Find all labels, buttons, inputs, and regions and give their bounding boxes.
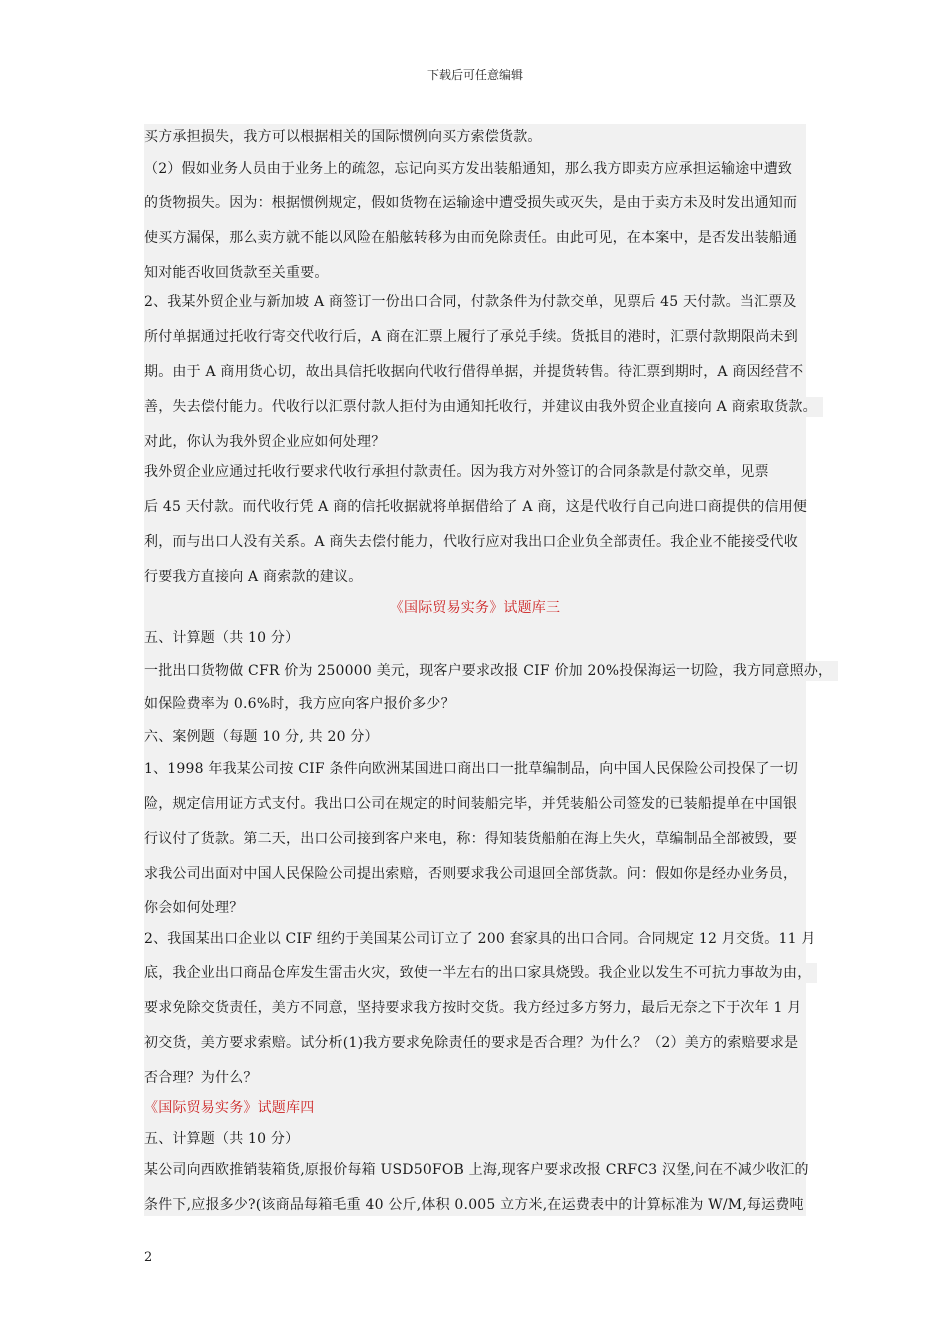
section-label: 六、案例题（每题 10 分, 共 20 分） [144,729,379,745]
text-line: 1、1998 年我某公司按 CIF 条件向欧洲某国进口商出口一批草编制品，向中国人民保险公司投保了一切 [144,761,799,777]
section-label: 五、计算题（共 10 分） [144,1131,300,1147]
text-line: 2、我某外贸企业与新加坡 A 商签订一份出口合同，付款条件为付款交单，见票后 45 天付款。当汇票及 [144,294,797,310]
text-line: 知对能否收回货款至关重要。 [144,265,329,281]
text-line: （2）假如业务人员由于业务上的疏忽，忘记向买方发出装船通知，那么我方即卖方应承担运输途中遭致 [144,161,793,177]
text-line: 否合理？为什么？ [144,1070,258,1086]
text-line: 使买方漏保，那么卖方就不能以风险在船舷转移为由而免除责任。由此可见，在本案中，是否发出装船通 [144,230,798,246]
text-line: 善，失去偿付能力。代收行以汇票付款人拒付为由通知托收行，并建议由我外贸企业直接向 A 商索取货款。 [144,397,823,417]
text-line: 利，而与出口人没有关系。A 商失去偿付能力，代收行应对我出口企业负全部责任。我企业不能接受代收 [144,534,798,550]
text-line: 所付单据通过托收行寄交代收行后，A 商在汇票上履行了承兑手续。货抵目的港时，汇票付款期限尚未到 [144,329,798,345]
page-number: 2 [144,1250,153,1265]
text-line: 你会如何处理？ [144,900,244,916]
section-heading: 《国际贸易实务》试题库三 [389,600,561,616]
text-line: 买方承担损失，我方可以根据相关的国际惯例向买方索偿货款。 [144,129,542,145]
text-line: 我外贸企业应通过托收行要求代收行承担付款责任。因为我方对外签订的合同条款是付款交单，见票 [144,464,769,480]
text-line: 期。由于 A 商用货心切，故出具信托收据向代收行借得单据，并提货转售。待汇票到期时，A 商因经营不 [144,364,804,380]
text-line: 一批出口货物做 CFR 价为 250000 美元，现客户要求改报 CIF 价加 20%投保海运一切险，我方同意照办， [144,661,838,681]
text-line: 求我公司出面对中国人民保险公司提出索赔，否则要求我公司退回全部货款。问：假如你是经办业务员， [144,866,798,882]
text-line: 险，规定信用证方式支付。我出口公司在规定的时间装船完毕，并凭装船公司签发的已装船提单在中国银 [144,796,798,812]
section-label: 五、计算题（共 10 分） [144,630,300,646]
text-line: 初交货，美方要求索赔。试分析(1)我方要求免除责任的要求是否合理？为什么？（2）美方的索赔要求是 [144,1035,799,1051]
page-header: 下载后可任意编辑 [426,68,523,82]
text-line: 的货物损失。因为：根据惯例规定，假如货物在运输途中遭受损失或灭失，是由于卖方未及时发出通知而 [144,195,798,211]
text-line: 后 45 天付款。而代收行凭 A 商的信托收据就将单据借给了 A 商，这是代收行自己向进口商提供的信用便 [144,499,808,515]
section-heading: 《国际贸易实务》试题库四 [144,1100,315,1116]
text-line: 如保险费率为 0.6%时，我方应向客户报价多少？ [144,696,455,712]
text-line: 2、我国某出口企业以 CIF 纽约于美国某公司订立了 200 套家具的出口合同。合同规定 12 月交货。11 月 [144,931,816,947]
text-line: 对此，你认为我外贸企业应如何处理？ [144,434,386,450]
text-line: 底，我企业出口商品仓库发生雷击火灾，致使一半左右的出口家具烧毁。我企业以发生不可抗力事故为由， [144,963,817,983]
text-line: 条件下,应报多少?(该商品每箱毛重 40 公斤,体积 0.005 立方米,在运费表中的计算标准为 W/M,每运费吨 [144,1197,804,1213]
text-line: 某公司向西欧推销装箱货,原报价每箱 USD50FOB 上海,现客户要求改报 CRFC3 汉堡,问在不减少收汇的 [144,1162,809,1178]
text-line: 行议付了货款。第二天，出口公司接到客户来电，称：得知装货船舶在海上失火，草编制品全部被毁，要 [144,831,798,847]
text-line: 行要我方直接向 A 商索款的建议。 [144,569,363,585]
text-line: 要求免除交货责任，美方不同意，坚持要求我方按时交货。我方经过多方努力，最后无奈之下于次年 1 月 [144,1000,802,1016]
